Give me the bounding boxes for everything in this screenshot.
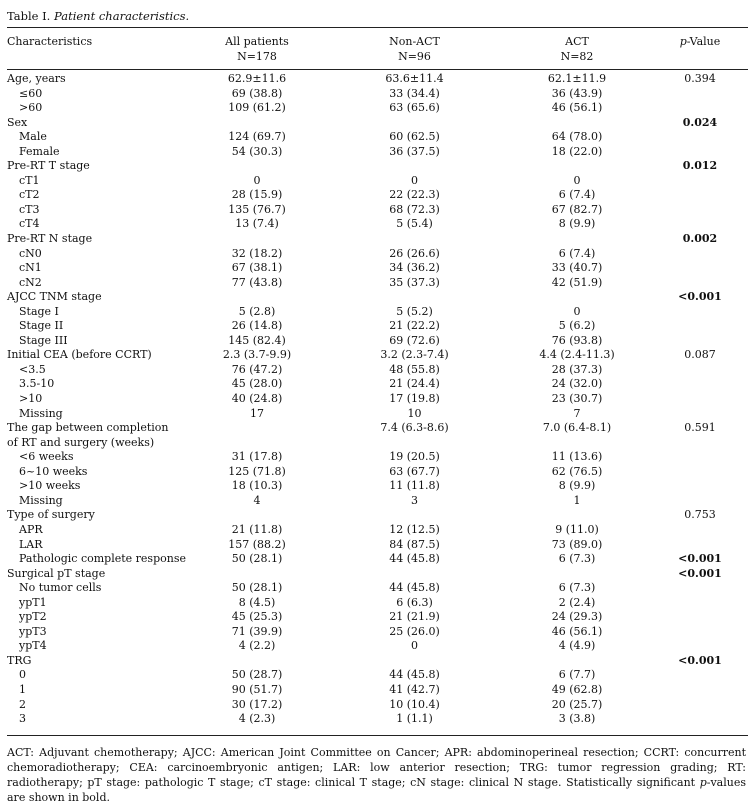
- row-label: <3.5: [19, 362, 46, 376]
- cell-act: 20 (25.7): [551, 697, 603, 711]
- cell-act: 3 (3.8): [558, 712, 596, 726]
- cell-all-patients: 54 (30.3): [231, 144, 283, 158]
- cell-p-value: [652, 698, 748, 713]
- cell-non-act: 25 (26.0): [389, 624, 440, 638]
- cell-p-value: <0.001: [678, 290, 722, 304]
- cell-all-patients: 67 (38.1): [231, 261, 283, 275]
- cell-all-patients: 50 (28.1): [231, 581, 283, 595]
- row-label: The gap between completion: [7, 421, 169, 435]
- cell-all-patients: 50 (28.7): [231, 668, 283, 682]
- cell-non-act: 3.2 (2.3-7.4): [380, 348, 449, 362]
- cell-act: 8 (9.9): [558, 217, 596, 231]
- cell-all-patients: 26 (14.8): [231, 319, 283, 333]
- cell-all-patients: [187, 567, 327, 582]
- cell-non-act: 68 (72.3): [389, 202, 440, 216]
- cell-p-value: 0.002: [682, 232, 718, 246]
- cell-p-value: 0.394: [684, 72, 716, 85]
- cell-non-act: 21 (21.9): [389, 610, 440, 624]
- cell-all-patients: [187, 159, 327, 174]
- row-label: cN2: [19, 275, 42, 289]
- cell-act: [502, 290, 652, 305]
- row-label: APR: [19, 522, 43, 536]
- table-row: [7, 479, 748, 494]
- table-row: [7, 538, 748, 553]
- cell-p-value: <0.001: [678, 552, 722, 566]
- cell-act: 36 (43.9): [551, 86, 603, 100]
- row-label: Age, years: [7, 72, 66, 85]
- caption-label: Table I.: [7, 9, 51, 23]
- cell-non-act: 7.4 (6.3-8.6): [380, 421, 449, 435]
- cell-all-patients: [187, 232, 327, 247]
- cell-all-patients: 17: [250, 406, 264, 420]
- cell-non-act: 34 (36.2): [389, 261, 440, 275]
- cell-all-patients: 71 (39.9): [231, 624, 283, 638]
- cell-act: 6 (7.3): [558, 552, 596, 566]
- row-label: 1: [19, 682, 26, 696]
- cell-p-value: [652, 276, 748, 291]
- cell-all-patients: 40 (24.8): [231, 392, 283, 406]
- cell-non-act: 69 (72.6): [389, 333, 440, 347]
- cell-p-value: [652, 145, 748, 160]
- table-row: [7, 101, 748, 116]
- cell-non-act: 6 (6.3): [396, 595, 433, 609]
- cell-non-act: 26 (26.6): [389, 246, 440, 260]
- table-row: [7, 523, 748, 538]
- cell-act: 28 (37.3): [551, 362, 603, 376]
- row-label: Type of surgery: [7, 508, 95, 522]
- cell-p-value: [652, 130, 748, 145]
- cell-all-patients: 50 (28.1): [231, 552, 283, 566]
- cell-act: 62.1±11.9: [547, 72, 607, 85]
- cell-all-patients: 13 (7.4): [235, 217, 279, 231]
- cell-non-act: [327, 159, 502, 174]
- cell-p-value: [652, 465, 748, 480]
- row-label: cT2: [19, 188, 40, 202]
- cell-p-value: [652, 363, 748, 378]
- table-row: [7, 348, 748, 363]
- table-row: [7, 290, 748, 305]
- cell-all-patients: 4 (2.3): [238, 712, 276, 726]
- cell-all-patients: 69 (38.8): [231, 86, 283, 100]
- cell-act: 62 (76.5): [551, 464, 603, 478]
- table-row: [7, 567, 748, 582]
- header-non-act-n: N=96: [398, 50, 431, 63]
- row-label: 0: [19, 668, 26, 682]
- cell-all-patients: [187, 436, 327, 451]
- table-caption: [7, 9, 748, 27]
- cell-non-act: [327, 508, 502, 523]
- cell-act: [502, 508, 652, 523]
- cell-p-value: [652, 101, 748, 116]
- cell-act: 24 (32.0): [551, 377, 603, 391]
- patient-characteristics-table: [7, 28, 748, 727]
- table-row: [7, 508, 748, 523]
- cell-act: 18 (22.0): [551, 144, 603, 158]
- cell-act: 5 (6.2): [558, 319, 596, 333]
- cell-act: [502, 232, 652, 247]
- cell-p-value: [652, 377, 748, 392]
- table-row: [7, 116, 748, 131]
- cell-all-patients: 76 (47.2): [231, 362, 283, 376]
- cell-all-patients: 4: [253, 493, 261, 507]
- header-act-n: N=82: [560, 50, 594, 63]
- table-row: [7, 407, 748, 422]
- cell-p-value: 0.087: [684, 348, 716, 362]
- cell-all-patients: 77 (43.8): [231, 275, 283, 289]
- cell-all-patients: 45 (28.0): [231, 377, 283, 391]
- row-label: ypT1: [19, 595, 47, 609]
- row-label: Stage I: [19, 304, 59, 318]
- cell-p-value: [652, 305, 748, 320]
- table-row: [7, 130, 748, 145]
- cell-non-act: 0: [411, 173, 418, 187]
- cell-non-act: 63.6±11.4: [385, 72, 444, 85]
- cell-act: 6 (7.7): [558, 668, 596, 682]
- cell-all-patients: 135 (76.7): [228, 202, 286, 216]
- cell-p-value: [652, 625, 748, 640]
- cell-all-patients: [187, 290, 327, 305]
- table-row: [7, 377, 748, 392]
- table-row: [7, 305, 748, 320]
- cell-non-act: 41 (42.7): [389, 682, 440, 696]
- cell-all-patients: 21 (11.8): [231, 522, 283, 536]
- cell-p-value: [652, 450, 748, 465]
- table-row: [7, 596, 748, 611]
- table-row: [7, 334, 748, 349]
- cell-all-patients: 62.9±11.6: [227, 72, 287, 85]
- bottom-rule: [7, 735, 748, 736]
- cell-act: [502, 654, 652, 669]
- cell-act: 4.4 (2.4-11.3): [539, 348, 615, 362]
- table-row: [7, 552, 748, 567]
- row-label: ypT3: [19, 624, 47, 638]
- cell-all-patients: 157 (88.2): [228, 537, 286, 551]
- cell-act: 7.0 (6.4-8.1): [542, 421, 612, 435]
- cell-all-patients: 124 (69.7): [228, 130, 286, 144]
- table-row: [7, 319, 748, 334]
- table-row: [7, 450, 748, 465]
- cell-act: 76 (93.8): [551, 333, 603, 347]
- cell-p-value: [652, 407, 748, 422]
- cell-all-patients: 109 (61.2): [228, 101, 286, 115]
- row-label: ≤60: [19, 86, 43, 100]
- table-row: [7, 232, 748, 247]
- cell-act: [502, 116, 652, 131]
- cell-non-act: 35 (37.3): [389, 275, 440, 289]
- cell-non-act: [327, 436, 502, 451]
- cell-non-act: 19 (20.5): [389, 450, 440, 464]
- row-label: TRG: [7, 653, 32, 667]
- table-row: [7, 188, 748, 203]
- footnote-text-1: ACT: Adjuvant chemotherapy; AJCC: American Joint Committee on Cancer; APR: abdominoperineal resection; CCRT: concurrent chemoradiotherapy; CEA: carcinoembryonic antigen; LAR: low anterior resection; TRG: tumor regression grading; RT: radiotherapy; pT stage: pathologic T stage; cT stage: clinical T stage; cN stage: clinical N stage. Statistically significant: [7, 745, 746, 789]
- table-header: [7, 28, 748, 70]
- cell-all-patients: 5 (2.8): [238, 304, 276, 318]
- cell-act: 11 (13.6): [551, 450, 603, 464]
- cell-act: 6 (7.4): [558, 188, 596, 202]
- cell-non-act: 5 (5.4): [396, 217, 433, 231]
- cell-all-patients: 8 (4.5): [238, 595, 276, 609]
- cell-non-act: [327, 116, 502, 131]
- cell-non-act: 33 (34.4): [389, 86, 440, 100]
- cell-p-value: [652, 494, 748, 509]
- cell-all-patients: 30 (17.2): [231, 697, 283, 711]
- table-row: [7, 494, 748, 509]
- cell-all-patients: [187, 421, 327, 436]
- cell-non-act: 60 (62.5): [389, 130, 440, 144]
- cell-non-act: 10: [407, 406, 422, 420]
- header-characteristics: Characteristics: [7, 35, 93, 48]
- table-row: [7, 465, 748, 480]
- cell-p-value: [652, 436, 748, 451]
- cell-p-value: [652, 203, 748, 218]
- cell-non-act: 5 (5.2): [396, 304, 433, 318]
- cell-p-value: [652, 639, 748, 654]
- cell-act: 9 (11.0): [555, 522, 599, 536]
- cell-all-patients: 145 (82.4): [228, 333, 286, 347]
- row-label: >60: [19, 101, 43, 115]
- table-row: [7, 639, 748, 654]
- cell-all-patients: 18 (10.3): [231, 479, 283, 493]
- cell-all-patients: [187, 654, 327, 669]
- row-label: Male: [19, 130, 47, 144]
- cell-act: 46 (56.1): [551, 101, 603, 115]
- cell-act: 4 (4.9): [558, 639, 596, 653]
- cell-all-patients: 90 (51.7): [231, 682, 283, 696]
- cell-act: 42 (51.9): [551, 275, 603, 289]
- row-label: cT4: [19, 217, 40, 231]
- cell-non-act: [327, 290, 502, 305]
- cell-act: 2 (2.4): [558, 595, 596, 609]
- cell-act: 1: [573, 493, 581, 507]
- cell-non-act: 48 (55.8): [389, 362, 440, 376]
- row-label: 6~10 weeks: [19, 464, 88, 478]
- row-label: Stage III: [19, 333, 68, 347]
- cell-non-act: 21 (24.4): [389, 377, 440, 391]
- cell-act: [502, 567, 652, 582]
- footnote-p-italic: p: [699, 775, 707, 789]
- row-label: Female: [19, 144, 60, 158]
- cell-non-act: 44 (45.8): [389, 668, 440, 682]
- header-p-rest: -Value: [686, 35, 721, 48]
- cell-p-value: 0.012: [682, 159, 718, 173]
- cell-p-value: <0.001: [678, 653, 722, 667]
- cell-act: 46 (56.1): [551, 624, 603, 638]
- cell-p-value: [652, 319, 748, 334]
- cell-act: [502, 159, 652, 174]
- cell-non-act: [327, 232, 502, 247]
- cell-p-value: [652, 668, 748, 683]
- cell-act: [502, 436, 652, 451]
- cell-act: 67 (82.7): [551, 202, 603, 216]
- row-label: of RT and surgery (weeks): [7, 435, 155, 449]
- caption-title: Patient characteristics.: [54, 9, 190, 23]
- row-label: cT1: [19, 173, 40, 187]
- table-row: [7, 261, 748, 276]
- cell-all-patients: 28 (15.9): [231, 188, 283, 202]
- cell-all-patients: 0: [253, 173, 261, 187]
- cell-act: 6 (7.4): [558, 246, 596, 260]
- row-label: ypT4: [19, 639, 47, 653]
- cell-non-act: [327, 567, 502, 582]
- cell-p-value: [652, 247, 748, 262]
- row-label: Initial CEA (before CCRT): [7, 348, 152, 362]
- cell-non-act: 12 (12.5): [389, 522, 440, 536]
- cell-p-value: [652, 581, 748, 596]
- row-label: cT3: [19, 202, 40, 216]
- cell-act: 23 (30.7): [551, 392, 603, 406]
- header-p-italic: p: [679, 35, 687, 48]
- footnote-text-2: -values are shown in bold.: [7, 775, 746, 804]
- cell-p-value: 0.753: [684, 508, 716, 522]
- cell-p-value: 0.591: [684, 421, 716, 435]
- table-row: [7, 421, 748, 436]
- table-body: [7, 70, 748, 727]
- row-label: AJCC TNM stage: [7, 290, 102, 304]
- row-label: Pre-RT N stage: [7, 232, 93, 246]
- cell-act: 0: [573, 304, 581, 318]
- row-label: Sex: [7, 115, 28, 129]
- cell-p-value: [652, 596, 748, 611]
- cell-act: 0: [573, 173, 581, 187]
- cell-p-value: [652, 523, 748, 538]
- table-row: [7, 145, 748, 160]
- cell-p-value: [652, 334, 748, 349]
- cell-all-patients: 125 (71.8): [228, 464, 286, 478]
- row-label: Surgical pT stage: [7, 566, 106, 580]
- cell-p-value: [652, 683, 748, 698]
- row-label: 3.5-10: [19, 377, 55, 391]
- row-label: >10 weeks: [19, 479, 81, 493]
- cell-act: 24 (29.3): [551, 610, 603, 624]
- cell-p-value: [652, 479, 748, 494]
- row-label: LAR: [19, 537, 43, 551]
- table-row: [7, 683, 748, 698]
- cell-all-patients: 32 (18.2): [231, 246, 283, 260]
- cell-p-value: 0.024: [682, 115, 718, 129]
- cell-non-act: 11 (11.8): [389, 479, 440, 493]
- table-row: [7, 392, 748, 407]
- row-label: cN0: [19, 246, 42, 260]
- cell-all-patients: [187, 116, 327, 131]
- cell-p-value: [652, 188, 748, 203]
- cell-act: 33 (40.7): [551, 261, 603, 275]
- header-non-act: Non-ACT: [389, 35, 440, 48]
- row-label: >10: [19, 392, 43, 406]
- header-act: ACT: [565, 35, 589, 48]
- cell-non-act: 10 (10.4): [389, 697, 440, 711]
- table-row: [7, 174, 748, 189]
- row-label: Pathologic complete response: [19, 552, 186, 566]
- cell-p-value: [652, 610, 748, 625]
- cell-non-act: 63 (65.6): [389, 101, 440, 115]
- row-label: <6 weeks: [19, 450, 74, 464]
- table-row: [7, 276, 748, 291]
- cell-non-act: 0: [411, 639, 418, 653]
- header-all-patients: All patients: [225, 35, 289, 48]
- cell-p-value: [652, 261, 748, 276]
- cell-act: 8 (9.9): [558, 479, 596, 493]
- cell-non-act: 84 (87.5): [389, 537, 440, 551]
- table-row: [7, 70, 748, 87]
- cell-all-patients: 2.3 (3.7-9.9): [222, 348, 292, 362]
- cell-non-act: 17 (19.8): [389, 392, 440, 406]
- cell-non-act: 3: [411, 493, 418, 507]
- row-label: No tumor cells: [19, 581, 102, 595]
- cell-all-patients: [187, 508, 327, 523]
- table-row: [7, 581, 748, 596]
- cell-act: 6 (7.3): [558, 581, 596, 595]
- row-label: ypT2: [19, 610, 47, 624]
- cell-non-act: 36 (37.5): [389, 144, 440, 158]
- cell-all-patients: 31 (17.8): [231, 450, 283, 464]
- table-row: [7, 159, 748, 174]
- header-all-n: N=178: [237, 50, 277, 63]
- cell-non-act: 22 (22.3): [389, 188, 440, 202]
- table-row: [7, 217, 748, 232]
- table-row: [7, 87, 748, 102]
- cell-non-act: 44 (45.8): [389, 581, 440, 595]
- cell-non-act: 1 (1.1): [396, 712, 433, 726]
- header-p-value: [652, 28, 748, 49]
- cell-p-value: <0.001: [678, 566, 722, 580]
- cell-p-value: [652, 712, 748, 727]
- table-row: [7, 203, 748, 218]
- cell-non-act: 63 (67.7): [389, 464, 440, 478]
- table-row: [7, 247, 748, 262]
- table-row: [7, 712, 748, 727]
- table-row: [7, 363, 748, 378]
- row-label: 2: [19, 697, 26, 711]
- table-row: [7, 625, 748, 640]
- table-row: [7, 610, 748, 625]
- cell-act: 49 (62.8): [551, 682, 603, 696]
- cell-p-value: [652, 217, 748, 232]
- cell-all-patients: 45 (25.3): [231, 610, 283, 624]
- cell-p-value: [652, 392, 748, 407]
- table-row: [7, 436, 748, 451]
- cell-non-act: 44 (45.8): [389, 552, 440, 566]
- cell-non-act: [327, 654, 502, 669]
- row-label: Stage II: [19, 319, 64, 333]
- cell-p-value: [652, 538, 748, 553]
- cell-all-patients: 4 (2.2): [238, 639, 276, 653]
- table-row: [7, 668, 748, 683]
- row-label: Pre-RT T stage: [7, 159, 90, 173]
- table-footnote: [7, 745, 748, 805]
- row-label: cN1: [19, 261, 42, 275]
- row-label: Missing: [19, 406, 63, 420]
- cell-p-value: [652, 174, 748, 189]
- cell-act: 7: [573, 406, 581, 420]
- cell-act: 73 (89.0): [551, 537, 603, 551]
- cell-p-value: [652, 87, 748, 102]
- table-row: [7, 654, 748, 669]
- cell-non-act: 21 (22.2): [389, 319, 440, 333]
- row-label: 3: [19, 712, 26, 726]
- table-row: [7, 698, 748, 713]
- cell-act: 64 (78.0): [551, 130, 603, 144]
- row-label: Missing: [19, 493, 63, 507]
